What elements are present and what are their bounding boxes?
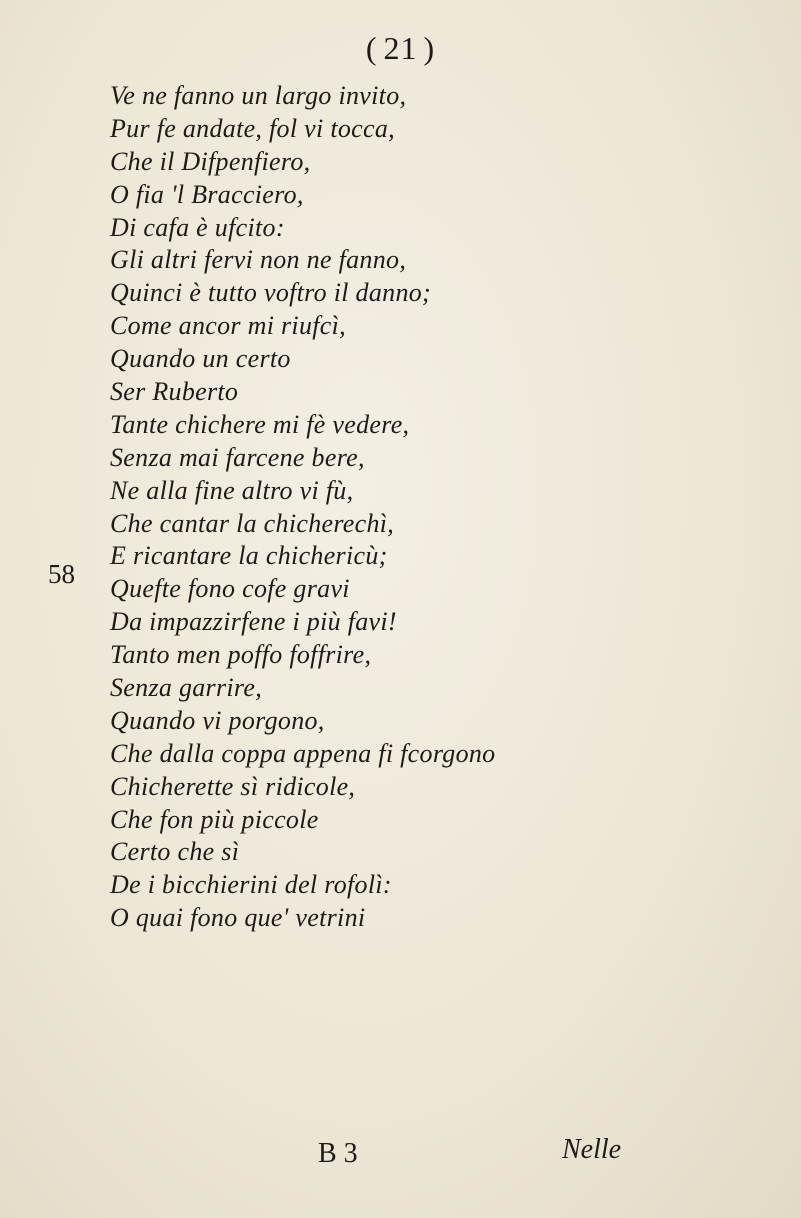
poem-line: Senza garrire, <box>110 673 263 703</box>
poem-line: Che cantar la chicherechì, <box>110 508 395 538</box>
header-open-paren: ( <box>365 30 378 66</box>
poem-line: Quinci è tutto voftro il danno; <box>110 278 432 308</box>
poem-line: Che dalla coppa appena fi fcorgono <box>110 738 496 768</box>
catchword: Nelle <box>562 1134 622 1165</box>
poem-line: Ne alla fine altro vi fù, <box>110 475 354 505</box>
poem-line: Gli altri fervi non ne fanno, <box>110 245 407 275</box>
poem-line: Tante chichere mi fè vedere, <box>110 409 410 439</box>
poem-line: Ser Ruberto <box>110 377 239 407</box>
margin-line-number: 58 <box>48 559 75 589</box>
poem-line: Da impazzirfene i più favi! <box>110 607 397 637</box>
poem-line: Che il Difpenfiero, <box>110 146 311 176</box>
poem-line: Quefte fono cofe gravi <box>110 574 350 604</box>
poem-line: Tanto men poffo foffrire, <box>110 640 372 670</box>
page-number: 21 <box>383 30 418 66</box>
poem-line: O quai fono que' vetrini <box>110 903 366 933</box>
poem-line: E ricantare la chichericù; <box>110 541 388 571</box>
signature-mark: B 3 <box>318 1138 358 1169</box>
poem-line: De i bicchierini del rofolì: <box>110 870 392 900</box>
poem-line: Di cafa è ufcito: <box>110 212 285 242</box>
poem-line: Come ancor mi riufcì, <box>110 311 346 341</box>
poem-line: Quando vi porgono, <box>110 705 325 735</box>
poem-line: Che fon più piccole <box>110 804 319 834</box>
poem-line: O fia 'l Bracciero, <box>110 179 304 209</box>
poem-line: Ve ne fanno un largo invito, <box>110 81 407 110</box>
header-close-paren: ) <box>423 30 436 66</box>
poem-line: Certo che sì <box>110 837 240 867</box>
poem-line: Chicherette sì ridicole, <box>110 771 356 801</box>
poem-line: Pur fe andate, fol vi tocca, <box>110 113 395 143</box>
poem-line: Quando un certo <box>110 344 291 374</box>
poem-line: Senza mai farcene bere, <box>110 442 365 472</box>
poem-text <box>110 80 495 935</box>
page-header <box>0 30 801 67</box>
